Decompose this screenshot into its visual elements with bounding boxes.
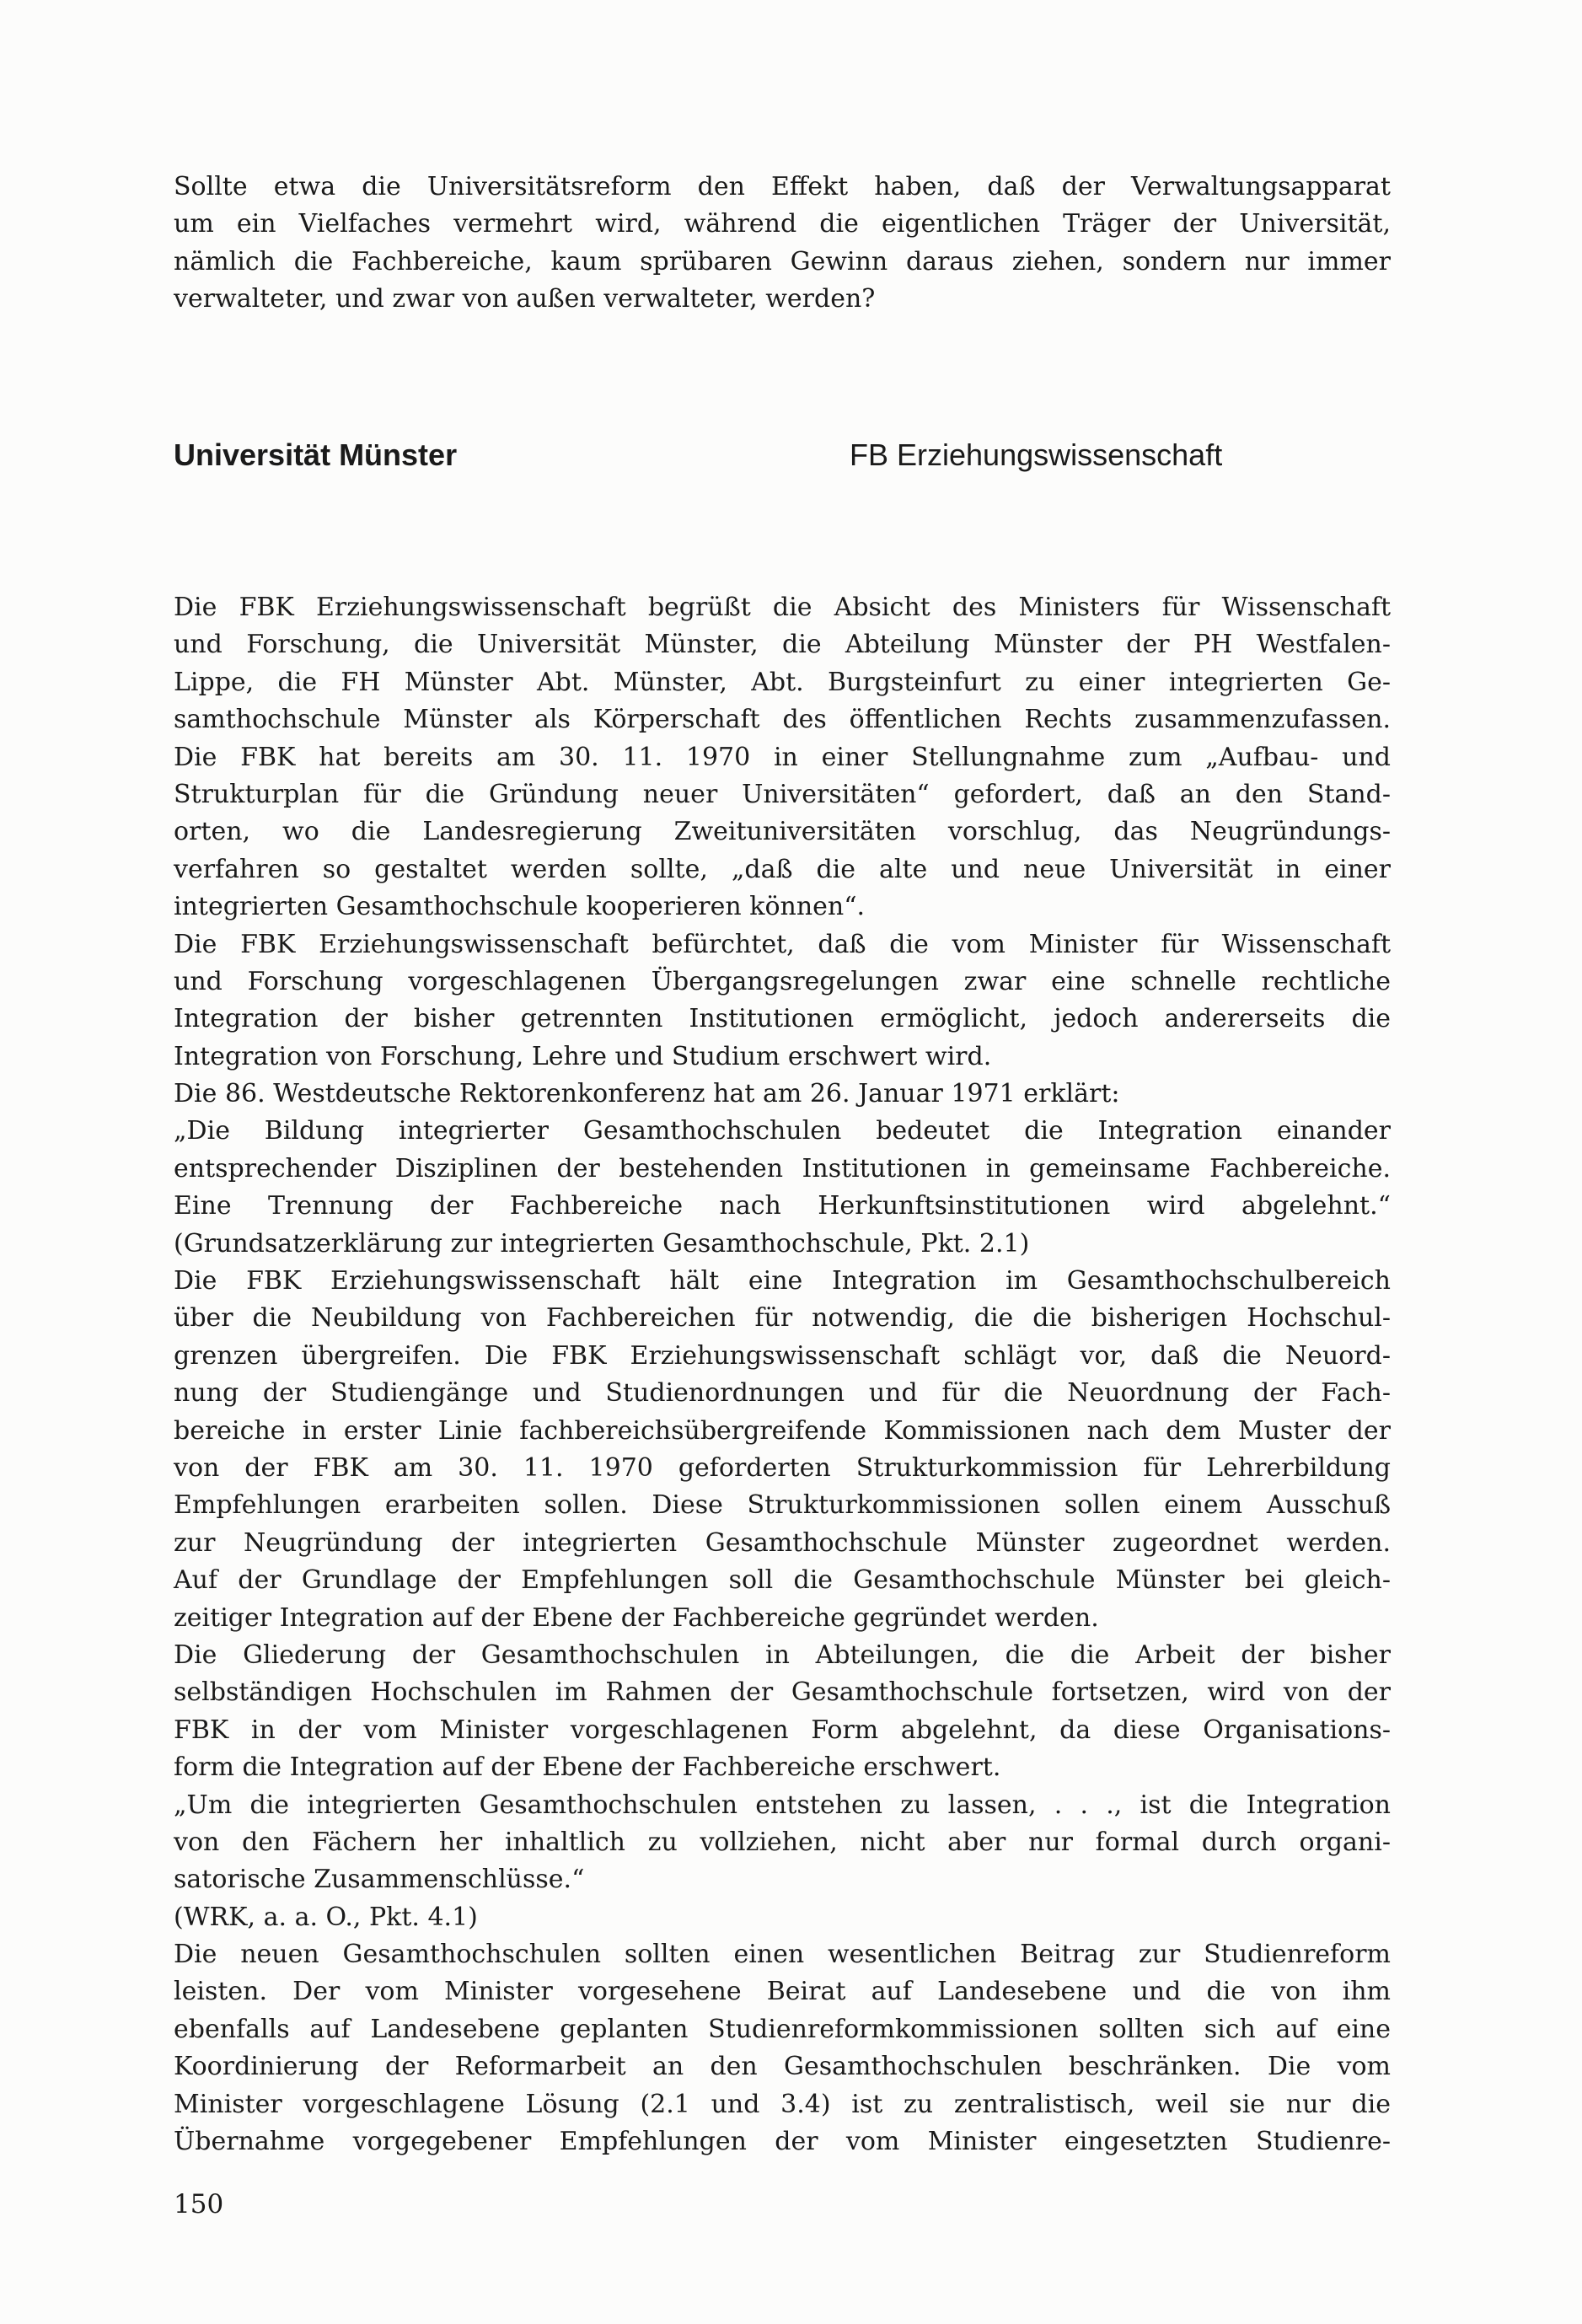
text-line: und Forschung vorgeschlagenen Übergangsregelungen zwar eine schnelle rechtliche bbox=[174, 966, 1391, 996]
text-line: Koordinierung der Reformarbeit an den Gesamthochschulen beschränken. Die vom bbox=[174, 2052, 1391, 2082]
text-line: nämlich die Fachbereiche, kaum sprübaren Gewinn daraus ziehen, sondern nur immer bbox=[174, 246, 1391, 276]
text-line: form die Integration auf der Ebene der Fachbereiche erschwert. bbox=[174, 1752, 1001, 1783]
text-line: Minister vorgeschlagene Lösung (2.1 und 3.4) ist zu zentralistisch, weil sie nur die bbox=[174, 2089, 1391, 2119]
text-line: Lippe, die FH Münster Abt. Münster, Abt. Burgsteinfurt zu einer integrierten Ge- bbox=[174, 667, 1391, 697]
text-line: Die 86. Westdeutsche Rektorenkonferenz hat am 26. Januar 1971 erklärt: bbox=[174, 1079, 1120, 1109]
text-line: Die FBK Erziehungswissenschaft hält eine Integration im Gesamthochschulbereich bbox=[174, 1266, 1391, 1296]
text-line: (Grundsatzerklärung zur integrierten Gesamthochschule, Pkt. 2.1) bbox=[174, 1228, 1030, 1259]
text-line: von der FBK am 30. 11. 1970 geforderten Strukturkommission für Lehrerbildung bbox=[174, 1452, 1391, 1483]
text-line: (WRK, a. a. O., Pkt. 4.1) bbox=[174, 1902, 478, 1932]
text-line: Übernahme vorgegebener Empfehlungen der vom Minister eingesetzten Studienre- bbox=[174, 2127, 1391, 2157]
text-line: bereiche in erster Linie fachbereichsübergreifende Kommissionen nach dem Muster der bbox=[174, 1415, 1391, 1446]
text-line: Eine Trennung der Fachbereiche nach Herkunftsinstitutionen wird abgelehnt.“ bbox=[174, 1191, 1391, 1221]
text-line: orten, wo die Landesregierung Zweituniversitäten vorschlug, das Neugründungs- bbox=[174, 817, 1391, 847]
text-line: integrierten Gesamthochschule kooperieren können“. bbox=[174, 892, 866, 922]
intro-paragraph bbox=[174, 169, 1391, 319]
text-line: grenzen übergreifen. Die FBK Erziehungswissenschaft schlägt vor, daß die Neuord- bbox=[174, 1340, 1391, 1371]
text-line: „Die Bildung integrierter Gesamthochschulen bedeutet die Integration einander bbox=[174, 1116, 1391, 1146]
text-line: Integration von Forschung, Lehre und Studium erschwert wird. bbox=[174, 1041, 992, 1071]
text-line: Die Gliederung der Gesamthochschulen in Abteilungen, die die Arbeit der bisher bbox=[174, 1640, 1391, 1670]
text-line: verwalteter, und zwar von außen verwalteter, werden? bbox=[174, 284, 876, 314]
text-line: satorische Zusammenschlüsse.“ bbox=[174, 1865, 585, 1895]
text-line: Strukturplan für die Gründung neuer Universitäten“ gefordert, daß an den Stand- bbox=[174, 779, 1391, 809]
text-line: zeitiger Integration auf der Ebene der Fachbereiche gegründet werden. bbox=[174, 1602, 1099, 1633]
text-line: zur Neugründung der integrierten Gesamthochschule Münster zugeordnet werden. bbox=[174, 1527, 1391, 1558]
text-line: leisten. Der vom Minister vorgesehene Beirat auf Landesebene und die von ihm bbox=[174, 1977, 1391, 2007]
text-line: um ein Vielfaches vermehrt wird, während die eigentlichen Träger der Universität, bbox=[174, 209, 1391, 239]
text-line: und Forschung, die Universität Münster, die Abteilung Münster der PH Westfalen- bbox=[174, 630, 1391, 660]
main-text-body bbox=[174, 589, 1391, 2160]
text-line: entsprechender Disziplinen der bestehenden Institutionen in gemeinsame Fachbereiche. bbox=[174, 1153, 1391, 1183]
text-line: von den Fächern her inhaltlich zu vollziehen, nicht aber nur formal durch organi- bbox=[174, 1827, 1391, 1857]
text-line: nung der Studiengänge und Studienordnungen und für die Neuordnung der Fach- bbox=[174, 1378, 1391, 1409]
section-heading-university: Universität Münster bbox=[174, 437, 458, 472]
text-line: Integration der bisher getrennten Institutionen ermöglicht, jedoch andererseits die bbox=[174, 1004, 1391, 1034]
text-line: Empfehlungen erarbeiten sollen. Diese Strukturkommissionen sollen einem Ausschuß bbox=[174, 1490, 1391, 1521]
text-line: Die neuen Gesamthochschulen sollten einen wesentlichen Beitrag zur Studienreform bbox=[174, 1940, 1391, 1970]
text-line: FBK in der vom Minister vorgeschlagenen Form abgelehnt, da diese Organisations- bbox=[174, 1715, 1391, 1745]
text-line: „Um die integrierten Gesamthochschulen entstehen zu lassen, . . ., ist die Integration bbox=[174, 1790, 1391, 1820]
text-line: Die FBK Erziehungswissenschaft befürchtet, daß die vom Minister für Wissenschaft bbox=[174, 929, 1391, 959]
page-number: 150 bbox=[174, 2189, 224, 2219]
text-line: Sollte etwa die Universitätsreform den Effekt haben, daß der Verwaltungsapparat bbox=[174, 172, 1391, 201]
text-line: ebenfalls auf Landesebene geplanten Studienreformkommissionen sollten sich auf eine bbox=[174, 2014, 1391, 2044]
text-line: verfahren so gestaltet werden sollte, „daß die alte und neue Universität in einer bbox=[174, 854, 1391, 884]
text-line: samthochschule Münster als Körperschaft des öffentlichen Rechts zusammenzufassen. bbox=[174, 705, 1391, 735]
text-line: Die FBK hat bereits am 30. 11. 1970 in einer Stellungnahme zum „Aufbau- und bbox=[174, 742, 1391, 772]
text-line: Auf der Grundlage der Empfehlungen soll die Gesamthochschule Münster bei gleich- bbox=[174, 1565, 1391, 1596]
text-line: selbständigen Hochschulen im Rahmen der Gesamthochschule fortsetzen, wird von der bbox=[174, 1677, 1391, 1708]
section-heading-department: FB Erziehungswissenschaft bbox=[850, 437, 1223, 472]
text-line: über die Neubildung von Fachbereichen für notwendig, die die bisherigen Hochschul- bbox=[174, 1303, 1391, 1334]
text-line: Die FBK Erziehungswissenschaft begrüßt die Absicht des Ministers für Wissenschaft bbox=[174, 593, 1391, 622]
